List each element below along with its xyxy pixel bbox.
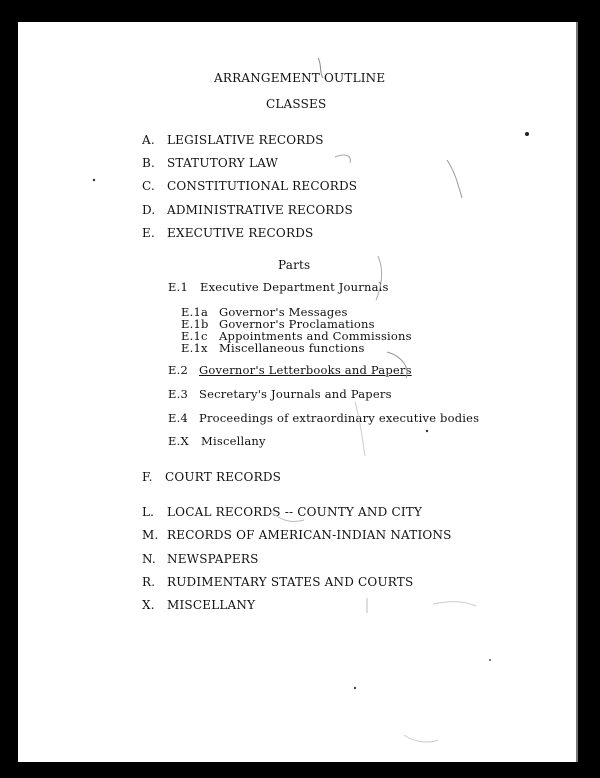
subpart-code: E.1x: [181, 341, 208, 355]
part-code: E.1: [168, 280, 188, 294]
class-label: LEGISLATIVE RECORDS: [167, 133, 324, 147]
parts-heading: Parts: [278, 258, 311, 272]
class-code: B.: [142, 156, 156, 170]
class-label: COURT RECORDS: [165, 470, 282, 484]
part-code: E.2: [168, 363, 188, 377]
part-label: Proceedings of extraordinary executive bodies: [199, 411, 480, 425]
subpart-label: Appointments and Commissions: [219, 329, 412, 343]
class-code: N.: [142, 552, 156, 566]
document-subtitle: CLASSES: [266, 97, 327, 111]
part-label: Secretary's Journals and Papers: [199, 387, 392, 401]
class-code: E.: [142, 226, 155, 240]
subpart-code: E.1c: [181, 329, 208, 343]
part-label: Governor's Letterbooks and Papers: [199, 363, 412, 377]
part-code: E.3: [168, 387, 188, 401]
part-code: E.X: [168, 434, 189, 448]
class-code: C.: [142, 179, 155, 193]
subpart-code: E.1b: [181, 317, 209, 331]
subpart-label: Miscellaneous functions: [219, 341, 365, 355]
class-label: RECORDS OF AMERICAN-INDIAN NATIONS: [167, 528, 452, 542]
class-label: STATUTORY LAW: [167, 156, 279, 170]
class-label: EXECUTIVE RECORDS: [167, 226, 314, 240]
class-label: MISCELLANY: [167, 598, 256, 612]
class-label: LOCAL RECORDS -- COUNTY AND CITY: [167, 505, 423, 519]
class-code: A.: [142, 133, 155, 147]
part-code: E.4: [168, 411, 188, 425]
class-code: D.: [142, 203, 156, 217]
class-label: ADMINISTRATIVE RECORDS: [167, 203, 353, 217]
class-code: M.: [142, 528, 159, 542]
class-label: CONSTITUTIONAL RECORDS: [167, 179, 358, 193]
class-code: L.: [142, 505, 155, 519]
document-title: ARRANGEMENT OUTLINE: [214, 71, 386, 85]
part-label: Executive Department Journals: [200, 280, 389, 294]
subpart-code: E.1a: [181, 305, 209, 319]
class-code: F.: [142, 470, 153, 484]
part-label: Miscellany: [201, 434, 266, 448]
subpart-label: Governor's Proclamations: [219, 317, 375, 331]
subpart-label: Governor's Messages: [219, 305, 348, 319]
class-code: R.: [142, 575, 156, 589]
class-label: RUDIMENTARY STATES AND COURTS: [167, 575, 414, 589]
class-label: NEWSPAPERS: [167, 552, 259, 566]
class-code: X.: [142, 598, 155, 612]
